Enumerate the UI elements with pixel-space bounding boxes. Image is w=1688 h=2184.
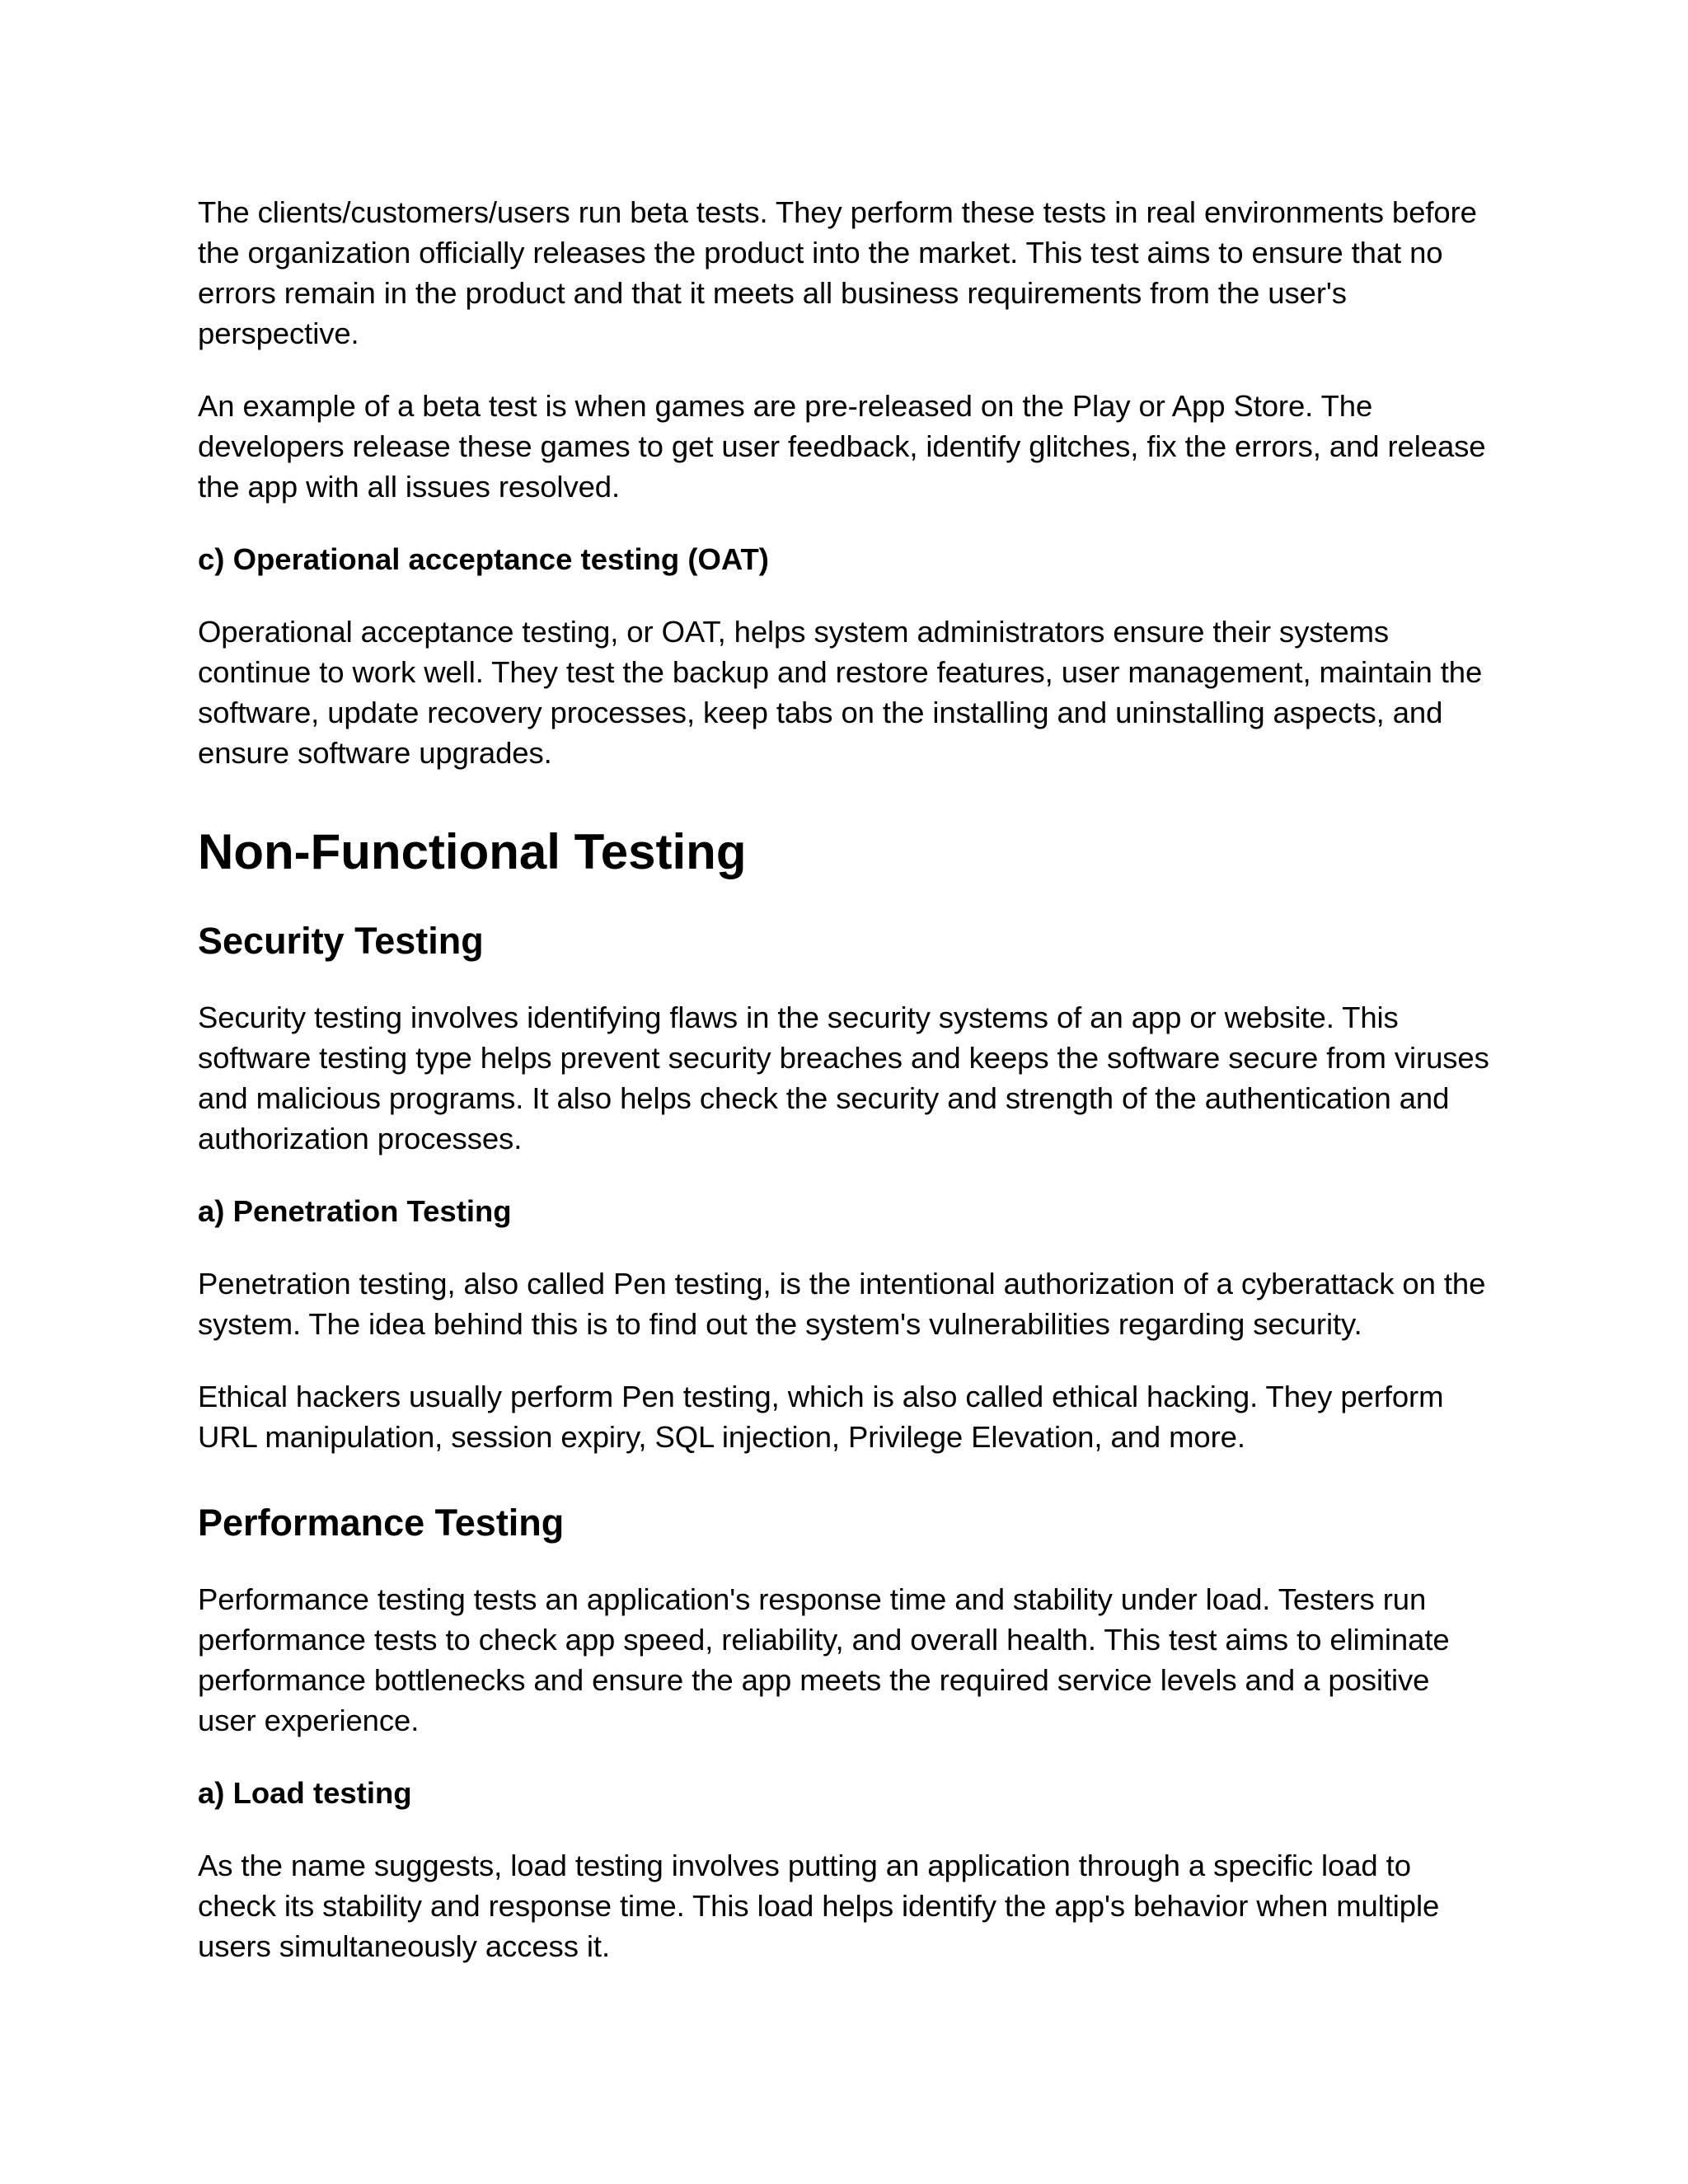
heading-performance-testing: Performance Testing [198, 1502, 565, 1544]
heading-security-testing: Security Testing [198, 920, 484, 962]
paragraph-penetration: Penetration testing, also called Pen testing, is the intentional authorization of a cyberattack on the system. The idea behind this is to find out the system's vulnerabilities regarding security. [198, 1267, 1486, 1341]
paragraph-beta-intro: The clients/customers/users run beta tests. They perform these tests in real environments before the organization officially releases the product into the market. This test aims to ensure that no errors remain in the product and that it meets all business requirements from the user's perspective. [198, 195, 1477, 350]
heading-penetration-testing: a) Penetration Testing [198, 1194, 512, 1228]
heading-oat: c) Operational acceptance testing (OAT) [198, 542, 769, 576]
paragraph-load-testing: As the name suggests, load testing involves putting an application through a specific load to check its stability and response time. This load helps identify the app's behavior when multiple users simultaneously access it. [198, 1849, 1440, 1963]
paragraph-beta-example: An example of a beta test is when games are pre-released on the Play or App Store. The developers release these games to get user feedback, identify glitches, fix the errors, and release the app with all issues resolved. [198, 389, 1486, 504]
paragraph-security: Security testing involves identifying flaws in the security systems of an app or website. This software testing type helps prevent security breaches and keeps the software secure from viruses and malicious programs. It also helps check the security and strength of the authentication and authorization processes. [198, 1001, 1489, 1155]
paragraph-oat: Operational acceptance testing, or OAT, helps system administrators ensure their systems continue to work well. They test the backup and restore features, user management, maintain the software, update recovery processes, keep tabs on the installing and uninstalling aspects, and ensure software upgrades. [198, 615, 1483, 770]
heading-non-functional-testing: Non-Functional Testing [198, 824, 747, 879]
paragraph-ethical-hacking: Ethical hackers usually perform Pen testing, which is also called ethical hacking. They perform URL manipulation, session expiry, SQL injection, Privilege Elevation, and more. [198, 1380, 1444, 1454]
heading-load-testing: a) Load testing [198, 1776, 412, 1810]
paragraph-performance: Performance testing tests an application's response time and stability under load. Testers run performance tests to check app speed, reliability, and overall health. This test aims to eliminate performance bottlenecks and ensure the app meets the required service levels and a positive user experience. [198, 1582, 1450, 1737]
